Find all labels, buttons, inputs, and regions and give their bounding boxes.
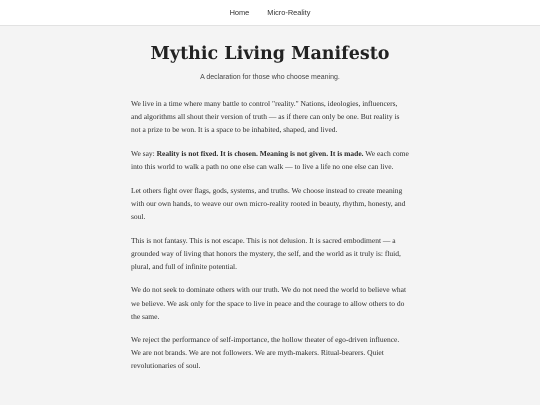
page-subtitle: A declaration for those who choose meaning. xyxy=(200,74,340,81)
paragraph: This is not fantasy. This is not escape. This is not delusion. It is sacred embodiment — a grounded way of living that honors the mystery, the self, and the world as it truly is: fluid, plural, and full of infinite potential. xyxy=(131,235,401,271)
paragraph: We do not seek to dominate others with our truth. We do not need the world to believe what we believe. We ask only for the space to live in peace and the courage to allow others to do the same. xyxy=(131,285,407,321)
paragraph-rest: We each come into this world to walk a path no one else can walk — to live a life no one else can live. xyxy=(131,148,409,171)
top-navigation xyxy=(0,0,540,26)
paragraph-emphasis: Reality is not fixed. It is chosen. Meaning is not given. It is made. xyxy=(156,148,364,158)
manifesto-body xyxy=(131,97,409,373)
paragraph: Let others fight over flags, gods, systems, and truths. We choose instead to create meaning with our own hands, to weave our own micro-reality rooted in beauty, rhythm, honesty, and soul. xyxy=(131,185,406,221)
paragraph-lead: We say: xyxy=(131,148,157,158)
paragraph: We reject the performance of self-importance, the hollow theater of ego-driven influence. We are not brands. We are not followers. We are myth-makers. Ritual-bearers. Quiet revolutionaries of soul. xyxy=(131,335,400,371)
nav-link-home[interactable]: Home xyxy=(229,8,250,17)
article-content xyxy=(131,26,409,373)
paragraph xyxy=(131,147,409,173)
paragraph: We live in a time where many battle to control "reality." Nations, ideologies, influencers, and algorithms all shout their version of truth — as if there can only be one. But reality is not a prize to be won. It is a space to be inhabited, shaped, and lived. xyxy=(131,99,400,135)
nav-link-micro-reality[interactable]: Micro-Reality xyxy=(267,8,311,17)
page-title: Mythic Living Manifesto xyxy=(150,44,390,64)
